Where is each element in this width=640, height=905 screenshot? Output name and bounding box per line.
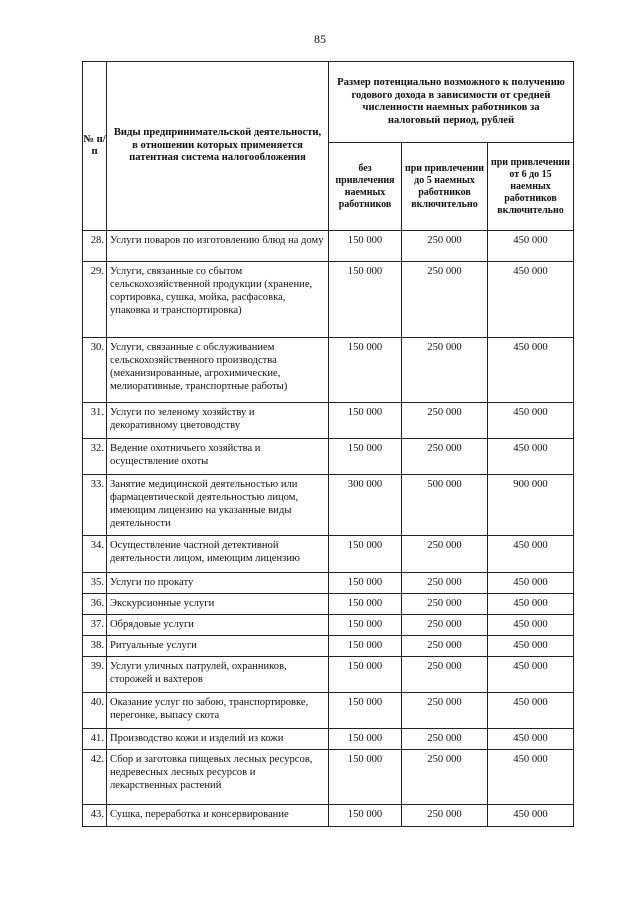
income-no-employees: 150 000 — [329, 636, 402, 657]
row-number: 35. — [83, 573, 107, 594]
income-no-employees: 150 000 — [329, 573, 402, 594]
activity-name: Услуги по прокату — [107, 573, 329, 594]
row-number: 41. — [83, 729, 107, 750]
activity-name: Экскурсионные услуги — [107, 594, 329, 615]
row-number: 42. — [83, 750, 107, 805]
income-no-employees: 150 000 — [329, 338, 402, 403]
income-up-to-5: 250 000 — [402, 805, 488, 827]
income-6-to-15: 450 000 — [488, 615, 574, 636]
income-no-employees: 150 000 — [329, 594, 402, 615]
activity-name: Услуги, связанные с обслуживанием сельскохозяйственного производства (механизированные, агрохимические, мелиоративные, транспортные работы) — [107, 338, 329, 403]
income-no-employees: 150 000 — [329, 231, 402, 262]
row-number: 37. — [83, 615, 107, 636]
income-up-to-5: 250 000 — [402, 594, 488, 615]
income-6-to-15: 450 000 — [488, 536, 574, 573]
row-number: 28. — [83, 231, 107, 262]
income-no-employees: 150 000 — [329, 403, 402, 439]
table-row — [83, 729, 574, 750]
income-6-to-15: 450 000 — [488, 729, 574, 750]
income-6-to-15: 450 000 — [488, 657, 574, 693]
activity-name: Оказание услуг по забою, транспортировке, перегонке, выпасу скота — [107, 693, 329, 729]
table-row — [83, 439, 574, 475]
income-up-to-5: 250 000 — [402, 231, 488, 262]
income-no-employees: 150 000 — [329, 805, 402, 827]
activity-name: Сушка, переработка и консервирование — [107, 805, 329, 827]
table-body — [83, 231, 574, 827]
income-up-to-5: 250 000 — [402, 536, 488, 573]
income-6-to-15: 450 000 — [488, 636, 574, 657]
income-6-to-15: 450 000 — [488, 262, 574, 338]
row-number: 33. — [83, 475, 107, 536]
income-6-to-15: 450 000 — [488, 338, 574, 403]
income-up-to-5: 250 000 — [402, 262, 488, 338]
row-number: 29. — [83, 262, 107, 338]
income-6-to-15: 450 000 — [488, 693, 574, 729]
activity-name: Ритуальные услуги — [107, 636, 329, 657]
income-no-employees: 150 000 — [329, 536, 402, 573]
row-number: 43. — [83, 805, 107, 827]
income-6-to-15: 450 000 — [488, 403, 574, 439]
table-row — [83, 338, 574, 403]
table-row — [83, 475, 574, 536]
income-no-employees: 150 000 — [329, 615, 402, 636]
income-up-to-5: 250 000 — [402, 615, 488, 636]
income-up-to-5: 250 000 — [402, 573, 488, 594]
header-col-6-to-15: при привлечении от 6 до 15 наемных работников включительно — [488, 143, 574, 231]
header-col-up-to-5: при привлечении до 5 наемных работников включительно — [402, 143, 488, 231]
row-number: 39. — [83, 657, 107, 693]
header-col-no-employees: без привлечения наемных работников — [329, 143, 402, 231]
header-income: Размер потенциально возможного к получению годового дохода в зависимости от средней численности наемных работников за налоговый период, рублей — [329, 62, 574, 143]
income-no-employees: 150 000 — [329, 657, 402, 693]
income-no-employees: 150 000 — [329, 729, 402, 750]
row-number: 34. — [83, 536, 107, 573]
income-up-to-5: 250 000 — [402, 338, 488, 403]
income-6-to-15: 450 000 — [488, 805, 574, 827]
income-up-to-5: 250 000 — [402, 729, 488, 750]
income-6-to-15: 450 000 — [488, 231, 574, 262]
income-6-to-15: 450 000 — [488, 439, 574, 475]
activity-name: Обрядовые услуги — [107, 615, 329, 636]
page-number: 85 — [314, 32, 326, 46]
income-no-employees: 300 000 — [329, 475, 402, 536]
table-row — [83, 750, 574, 805]
table-row — [83, 594, 574, 615]
row-number: 32. — [83, 439, 107, 475]
income-6-to-15: 450 000 — [488, 594, 574, 615]
table-row — [83, 573, 574, 594]
activity-name: Сбор и заготовка пищевых лесных ресурсов, недревесных лесных ресурсов и лекарственных растений — [107, 750, 329, 805]
income-no-employees: 150 000 — [329, 439, 402, 475]
activity-name: Услуги по зеленому хозяйству и декоративному цветоводству — [107, 403, 329, 439]
income-up-to-5: 250 000 — [402, 439, 488, 475]
income-up-to-5: 250 000 — [402, 693, 488, 729]
activity-name: Услуги, связанные со сбытом сельскохозяйственной продукции (хранение, сортировка, сушка, мойка, расфасовка, упаковка и транспортировка) — [107, 262, 329, 338]
table-row — [83, 657, 574, 693]
row-number: 31. — [83, 403, 107, 439]
activity-name: Услуги поваров по изготовлению блюд на дому — [107, 231, 329, 262]
patent-income-table — [82, 61, 574, 827]
row-number: 38. — [83, 636, 107, 657]
income-6-to-15: 450 000 — [488, 573, 574, 594]
table-row — [83, 636, 574, 657]
row-number: 30. — [83, 338, 107, 403]
table-row — [83, 262, 574, 338]
table-row — [83, 805, 574, 827]
row-number: 36. — [83, 594, 107, 615]
income-no-employees: 150 000 — [329, 262, 402, 338]
activity-name: Занятие медицинской деятельностью или фармацевтической деятельностью лицом, имеющим лицензию на указанные виды деятельности — [107, 475, 329, 536]
table-row — [83, 536, 574, 573]
table-row — [83, 615, 574, 636]
activity-name: Ведение охотничьего хозяйства и осуществление охоты — [107, 439, 329, 475]
income-up-to-5: 250 000 — [402, 403, 488, 439]
income-up-to-5: 250 000 — [402, 750, 488, 805]
income-6-to-15: 450 000 — [488, 750, 574, 805]
table-row — [83, 693, 574, 729]
activity-name: Осуществление частной детективной деятельности лицом, имеющим лицензию — [107, 536, 329, 573]
income-up-to-5: 250 000 — [402, 636, 488, 657]
header-num: № п/п — [83, 62, 107, 231]
income-no-employees: 150 000 — [329, 693, 402, 729]
row-number: 40. — [83, 693, 107, 729]
income-no-employees: 150 000 — [329, 750, 402, 805]
table-row — [83, 403, 574, 439]
header-activity: Виды предпринимательской деятельности, в отношении которых применяется патентная система налогообложения — [107, 62, 329, 231]
activity-name: Услуги уличных патрулей, охранников, сторожей и вахтеров — [107, 657, 329, 693]
table-row — [83, 231, 574, 262]
income-up-to-5: 250 000 — [402, 657, 488, 693]
income-up-to-5: 500 000 — [402, 475, 488, 536]
income-6-to-15: 900 000 — [488, 475, 574, 536]
activity-name: Производство кожи и изделий из кожи — [107, 729, 329, 750]
